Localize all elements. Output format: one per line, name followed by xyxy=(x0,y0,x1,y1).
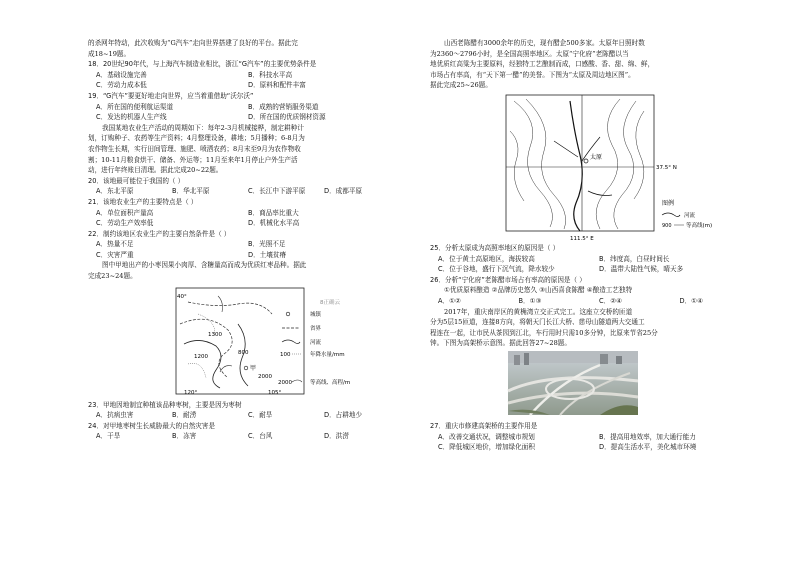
option-b: B．耐涝 xyxy=(172,411,197,420)
passage-text: 地优质红高粱为主要原料，经独特工艺酿制而成，口感酸、香、甜、绵、鲜， xyxy=(430,60,655,69)
question-19-options xyxy=(88,102,400,113)
option-d: D．占耕地少 xyxy=(324,411,363,420)
question-18-options xyxy=(88,70,400,81)
question-25-options xyxy=(430,264,760,275)
longitude-label-right: 105° xyxy=(268,389,282,396)
legend-river-label: 河流 xyxy=(310,339,322,346)
intro-text: 成18~19题。 xyxy=(88,49,131,58)
option-c: C．位于谷地，盛行下沉气流，降水较少 xyxy=(438,265,555,274)
interchange-photo xyxy=(430,351,760,417)
option-b: B．成熟的营销服务渠道 xyxy=(248,102,319,111)
option-b: B．商品率比重大 xyxy=(248,208,299,217)
question-22: 22．制约该地区农业生产的主要自然条件是（ ） xyxy=(88,229,231,238)
option-a: A．基础设施完善 xyxy=(96,70,147,79)
option-c: C．劳动力成本低 xyxy=(96,81,147,90)
option-d: D．机械化水平高 xyxy=(248,219,300,228)
option-c: C．灾害严重 xyxy=(96,250,134,259)
option-b: B．冻害 xyxy=(172,432,197,441)
longitude-label: 111.5° E xyxy=(570,235,594,242)
option-d: D．成都平原 xyxy=(324,187,363,196)
option-a: A．干旱 xyxy=(96,432,121,441)
option-c: C．台风 xyxy=(248,432,273,441)
passage-text: 割；10-11月粮食烘干、储备、外运等；11月至来年1月停止户外生产活 xyxy=(88,155,298,164)
question-18: 18．20世纪90年代，与上海汽车制造业相比，浙江“G汽车”的主要优势条件是 xyxy=(88,60,317,69)
legend-border-label: 省界 xyxy=(310,325,322,332)
legend-contour-value: 2000 xyxy=(278,379,292,386)
longitude-label-left: 120° xyxy=(184,389,198,396)
legend-city-label: 城镇 xyxy=(310,311,322,318)
question-23: 23．甲地因地制宜种植该品种枣树，主要是因为枣树 xyxy=(88,400,242,409)
option-d: D．温带大陆性气候，晴天多 xyxy=(599,265,684,274)
question-26-statements: ①优质原料酿造 ②品牌历史悠久 ③山西喜食陈醋 ④酿造工艺独特 xyxy=(444,286,633,295)
passage-text: 钟。下图为高架桥示意图。据此回答27~28题。 xyxy=(430,339,571,348)
option-d: D．原料和配件丰富 xyxy=(248,81,306,90)
passage-text: 我国某地农业生产活动的周期如下：每年2-3月机械接桦，制定耕种计 xyxy=(102,123,304,132)
legend-contour-label: 等高线、高程/m xyxy=(310,379,351,386)
isohyet-label: 1300 xyxy=(208,331,222,338)
city-marker xyxy=(244,366,248,370)
option-d: D．土壤贫瘠 xyxy=(248,250,287,259)
option-a: A．所在国的便利航运渠道 xyxy=(96,102,174,111)
option-b: B．华北平原 xyxy=(172,187,210,196)
question-19-options xyxy=(88,112,400,123)
legend-contour-label: 等高线(m) xyxy=(686,222,713,229)
place-jia-label: 甲 xyxy=(250,364,257,372)
passage-text: 分为5层15匝道，连接8方向，将朝天门长江大桥、慈母山隧道两大交通工 xyxy=(430,318,645,327)
option-b: B．光照不足 xyxy=(248,240,286,249)
option-b: B．科技水平高 xyxy=(248,70,293,79)
option-b: B．①③ xyxy=(518,296,542,305)
option-c: C．劳动生产效率低 xyxy=(96,219,154,228)
left-column xyxy=(88,38,400,442)
passage-text: 程连在一起，让市民从茶园到江北，车行用时只需10多分钟，比原来节省25分 xyxy=(430,328,658,337)
option-a: A．改善交通状况，调整城市规划 xyxy=(438,432,535,441)
question-22-options xyxy=(88,250,400,261)
question-27-options xyxy=(430,442,760,453)
taiyuan-area-map xyxy=(430,91,760,243)
question-24-options xyxy=(88,431,400,442)
latitude-label: 40° xyxy=(177,293,187,300)
question-27: 27．重庆市修建高架桥的主要作用是 xyxy=(430,421,538,430)
contour-label: 2000 xyxy=(258,373,272,380)
option-c: C．长江中下游平原 xyxy=(248,187,306,196)
question-26: 26．分析“宁化府”老陈醋市场占有率高的原因是（ ） xyxy=(430,275,586,284)
option-c: C．降低城区地价，增加绿化面积 xyxy=(438,443,535,452)
option-a: A．热量不足 xyxy=(96,240,134,249)
passage-text: 2017年，重庆南岸区的黄桷湾立交正式完工。这座立交桥的匝道 xyxy=(444,307,633,316)
question-23-options xyxy=(88,410,400,421)
passage-text: 市场占有率高，有“天下第一醋”的美誉。下图为“太原及周边地区图”。 xyxy=(430,70,635,79)
question-25: 25．分析太原成为高照率地区的原因是（ ） xyxy=(430,243,560,252)
passage-text: 农作物生长期，实行田间管理、施肥、喷洒农药；8月末至9月为农作物收 xyxy=(88,144,301,153)
passage-text: 划，订购种子、农药等生产资料；4月整理设备，耕地；5月播种；6-8月为 xyxy=(88,134,305,143)
precipitation-map xyxy=(88,284,400,400)
legend-isohyet-label: 年降水量/mm xyxy=(310,351,345,358)
legend-river-icon xyxy=(662,213,680,217)
question-18-options xyxy=(88,80,400,91)
question-21-options xyxy=(88,208,400,219)
option-a: A．东北平原 xyxy=(96,187,134,196)
legend-contour-value: 900 xyxy=(662,222,672,229)
option-d: D．提高生活水平，美化城市环境 xyxy=(599,443,697,452)
passage-text: 山西老陈醋有3000余年的历史，现有醋企500多家。太原年日照时数 xyxy=(444,39,645,47)
question-22-options xyxy=(88,239,400,250)
option-c: C．发达的机器人生产线 xyxy=(96,113,167,122)
legend-title: 图例 xyxy=(662,199,675,207)
question-21-options xyxy=(88,218,400,229)
question-19: 19．“G汽车”要更好地走向世界，应当着重借助“沃尔沃” xyxy=(88,91,254,100)
intro-text: 的杀网年特动，此次收购为“G汽车”走向世界搭建了良好的平台。据此完 xyxy=(88,39,298,47)
option-a: A．抗病虫害 xyxy=(96,411,134,420)
city-marker xyxy=(584,159,588,163)
right-column xyxy=(430,38,760,453)
question-20-options xyxy=(88,186,400,197)
passage-text: 图中甲地出产的小枣因果小肉厚、含糖量高而成为优质红枣品种。据此 xyxy=(102,261,307,270)
option-d: D．①④ xyxy=(679,296,703,305)
question-24: 24．对甲地枣树生长威胁最大的自然灾害是 xyxy=(88,421,216,430)
legend-river-icon xyxy=(282,340,300,344)
question-20: 20．该地最可能位于我国的（ ） xyxy=(88,176,185,185)
option-a: A．①② xyxy=(438,296,461,305)
place-taiyuan-label: 太原 xyxy=(590,153,603,161)
option-c: C．耐旱 xyxy=(248,411,273,420)
option-b: B．提高用地效率，加大通行能力 xyxy=(599,432,696,441)
passage-text: 完成23~24题。 xyxy=(88,272,137,281)
legend-contour-icon xyxy=(292,380,302,382)
isohyet-label: 1200 xyxy=(194,353,208,360)
option-a: A．位于黄土高原地区，海拔较高 xyxy=(438,254,535,263)
option-c: C．②④ xyxy=(599,296,623,305)
question-26-options xyxy=(430,296,760,307)
option-d: D．所在国的优质钢材资源 xyxy=(248,113,326,122)
question-27-options xyxy=(430,432,760,443)
legend-isohyet-value: 100 xyxy=(280,351,291,358)
legend-city-icon xyxy=(286,312,290,316)
passage-text: 据此完成25~26题。 xyxy=(430,81,492,90)
latitude-label: 37.5° N xyxy=(656,164,677,171)
option-a: A．单位面积产量高 xyxy=(96,208,154,217)
question-21: 21．该地农业生产的主要特点是（ ） xyxy=(88,197,198,206)
option-b: B．纬度高，白昼时间长 xyxy=(599,254,670,263)
isohyet-label: 800 xyxy=(238,349,249,356)
legend-river-label: 河流 xyxy=(684,212,696,219)
passage-text: 动，进行年终账目清理。据此完成20~22题。 xyxy=(88,166,223,175)
option-d: D．洪涝 xyxy=(324,432,349,441)
passage-text: 为2360～2796小时，是全国高照率地区。太原“宁化府”老陈醋以当 xyxy=(430,49,629,58)
question-25-options xyxy=(430,254,760,265)
watermark: 8正确云 xyxy=(320,299,340,306)
